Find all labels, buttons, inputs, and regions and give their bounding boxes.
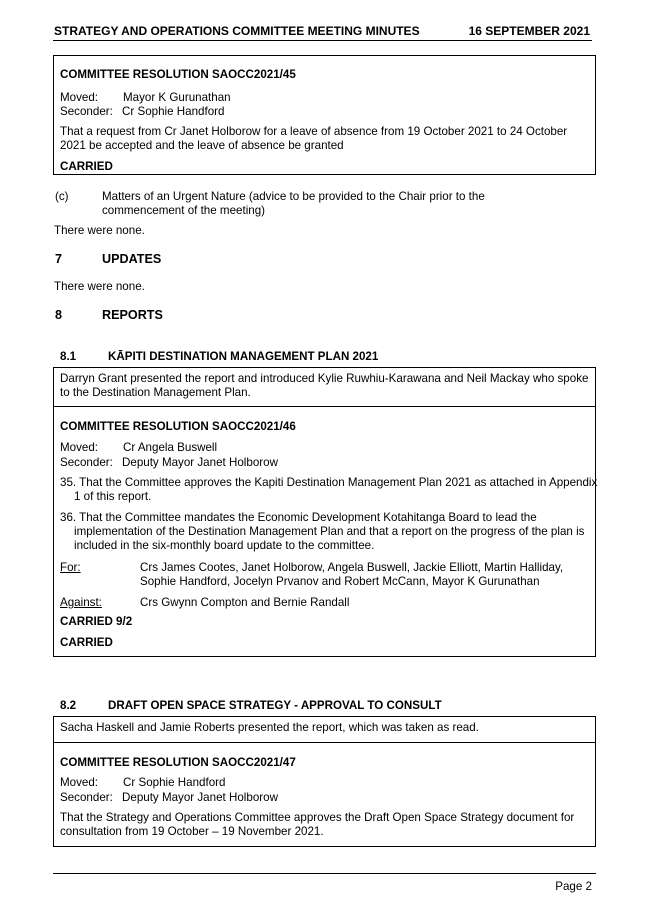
seconder-name: Deputy Mayor Janet Holborow	[122, 791, 278, 804]
for-label: For:	[60, 561, 81, 574]
footer-rule	[53, 873, 596, 874]
against-voters: Crs Gwynn Compton and Bernie Randall	[140, 596, 350, 609]
moved-name: Mayor K Gurunathan	[123, 91, 231, 104]
seconder-label: Seconder:	[60, 105, 113, 118]
moved-name: Cr Angela Buswell	[123, 441, 218, 454]
seconder-label: Seconder:	[60, 456, 113, 469]
resolution-point-36: 36. That the Committee mandates the Economic Development Kotahitanga Board to lead the implementation of the Destination Management Plan and that a report on the progress of the plan is included in the six-monthly board update to the committee.	[60, 511, 585, 552]
resolution-point-35: 35. That the Committee approves the Kapiti Destination Management Plan 2021 as attached in Appendix 1 of this report.	[60, 476, 598, 503]
resolution-45-result: CARRIED	[60, 160, 113, 173]
against-label: Against:	[60, 596, 102, 609]
moved-label: Moved:	[60, 91, 99, 104]
item-c-note: There were none.	[54, 224, 145, 237]
section-8-title: REPORTS	[102, 308, 163, 322]
seconder-name: Cr Sophie Handford	[122, 105, 225, 118]
item-8-1-title: KĀPITI DESTINATION MANAGEMENT PLAN 2021	[108, 350, 379, 363]
vote-result: CARRIED 9/2	[60, 615, 133, 628]
document-title: STRATEGY AND OPERATIONS COMMITTEE MEETING MINUTES	[54, 24, 420, 38]
meeting-date: 16 SEPTEMBER 2021	[468, 24, 590, 38]
item-8-1-number: 8.1	[60, 350, 77, 363]
item-8-2-intro: Sacha Haskell and Jamie Roberts presented the report, which was taken as read.	[60, 721, 479, 734]
item-8-1-intro: Darryn Grant presented the report and introduced Kylie Ruwhiu-Karawana and Neil Mackay who spoke to the Destination Management Plan.	[60, 372, 589, 399]
moved-name: Cr Sophie Handford	[123, 776, 226, 789]
section-7-title: UPDATES	[102, 252, 162, 266]
resolution-46-result: CARRIED	[60, 636, 113, 649]
resolution-47-heading: COMMITTEE RESOLUTION SAOCC2021/47	[60, 756, 296, 769]
item-8-2-title: DRAFT OPEN SPACE STRATEGY - APPROVAL TO CONSULT	[108, 699, 442, 712]
item-c-text: Matters of an Urgent Nature (advice to be provided to the Chair prior to the commencement of the meeting)	[102, 190, 485, 217]
moved-label: Moved:	[60, 776, 99, 789]
page-header	[53, 24, 592, 41]
page-number: Page 2	[555, 880, 592, 893]
for-voters: Crs James Cootes, Janet Holborow, Angela Buswell, Jackie Elliott, Martin Halliday, Sophie Handford, Jocelyn Prvanov and Robert McCann, Mayor K Gurunathan	[140, 561, 564, 588]
seconder-name: Deputy Mayor Janet Holborow	[122, 456, 278, 469]
section-8-number: 8	[55, 308, 63, 322]
section-7-number: 7	[55, 252, 63, 266]
resolution-46-heading: COMMITTEE RESOLUTION SAOCC2021/46	[60, 420, 296, 433]
moved-label: Moved:	[60, 441, 99, 454]
item-8-2-number: 8.2	[60, 699, 77, 712]
seconder-label: Seconder:	[60, 791, 113, 804]
resolution-45-text: That a request from Cr Janet Holborow for a leave of absence from 19 October 2021 to 24 October 2021 be accepted and the leave of absence be granted	[60, 125, 568, 152]
resolution-45-heading: COMMITTEE RESOLUTION SAOCC2021/45	[60, 68, 296, 81]
section-7-note: There were none.	[54, 280, 145, 293]
item-c-marker: (c)	[55, 190, 69, 203]
resolution-47-text: That the Strategy and Operations Committee approves the Draft Open Space Strategy document for consultation from 19 October – 19 November 2021.	[60, 811, 575, 838]
